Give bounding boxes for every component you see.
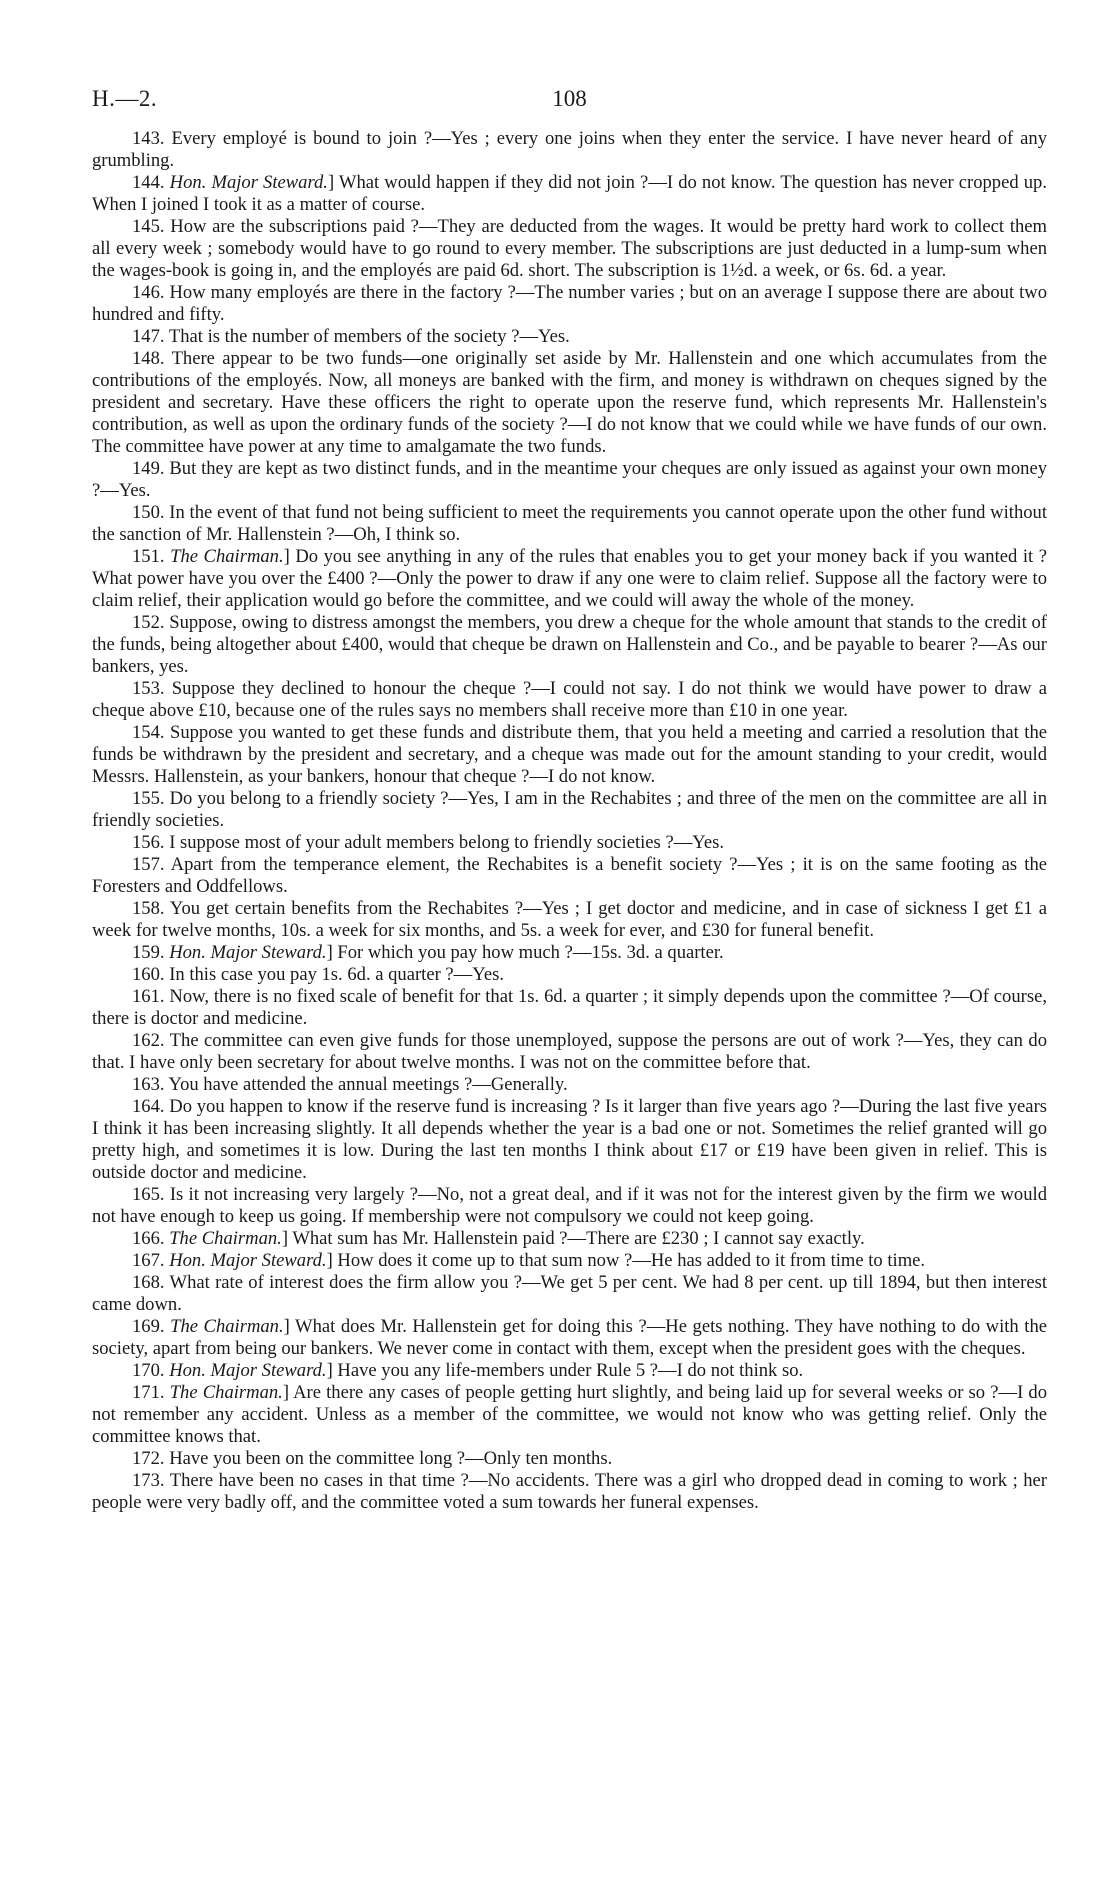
question-number: 169. — [132, 1316, 165, 1337]
transcript-paragraph — [92, 722, 1047, 788]
transcript-paragraph — [92, 1250, 1047, 1272]
speaker-name: Hon. Major Steward. — [169, 942, 327, 963]
paragraph-text: 154. Suppose you wanted to get these funds and distribute them, that you held a meeting and carried a resolution that the funds be withdrawn by the president and secretary, and a cheque was made out for the amount standing to your credit, would Messrs. Hallenstein, as your bankers, honour that cheque ?—I do not know. — [92, 722, 1047, 787]
paragraph-text: 149. But they are kept as two distinct funds, and in the meantime your cheques are only issued as against your own money ?—Yes. — [92, 458, 1047, 501]
question-number: 144. — [132, 172, 165, 193]
transcript-paragraph — [92, 788, 1047, 832]
question-number: 166. — [132, 1228, 165, 1249]
transcript-paragraph — [92, 1448, 1047, 1470]
paragraph-text: 152. Suppose, owing to distress amongst the members, you drew a cheque for the whole amount that stands to the credit of the funds, being altogether about £400, would that cheque be drawn on Hallenstein and Co., and be payable to bearer ?—As our bankers, yes. — [92, 612, 1047, 677]
speaker-name: The Chairman. — [170, 546, 284, 567]
paragraph-text: 153. Suppose they declined to honour the cheque ?—I could not say. I do not think we would have power to draw a cheque above £10, because one of the rules says no members shall receive more than £10 in one year. — [92, 678, 1047, 721]
transcript-paragraph — [92, 678, 1047, 722]
paragraph-text: 147. That is the number of members of the society ?—Yes. — [132, 326, 570, 347]
paragraph-text: 160. In this case you pay 1s. 6d. a quarter ?—Yes. — [132, 964, 504, 985]
paragraph-text: 173. There have been no cases in that time ?—No accidents. There was a girl who dropped dead in coming to work ; her people were very badly off, and the committee voted a sum towards her funeral expenses. — [92, 1470, 1047, 1513]
speaker-name: Hon. Major Steward. — [169, 1250, 327, 1271]
paragraph-text: 164. Do you happen to know if the reserve fund is increasing ? Is it larger than five years ago ?—During the last five years I think it has been increasing slightly. It all depends whether the year is a bad one or not. Sometimes the relief granted will go pretty high, and sometimes it is low. During the last ten months I think about £17 or £19 have been given in relief. This is outside doctor and medicine. — [92, 1096, 1047, 1183]
transcript-paragraph — [92, 216, 1047, 282]
speaker-name: Hon. Major Steward. — [169, 172, 328, 193]
transcript-paragraph — [92, 1382, 1047, 1448]
transcript-paragraph — [92, 1184, 1047, 1228]
transcript-paragraph — [92, 942, 1047, 964]
question-number: 170. — [132, 1360, 165, 1381]
transcript-paragraph — [92, 986, 1047, 1030]
paragraph-text: 155. Do you belong to a friendly society ?—Yes, I am in the Rechabites ; and three of the men on the committee are all in friendly societies. — [92, 788, 1047, 831]
paragraph-text: 148. There appear to be two funds—one originally set aside by Mr. Hallenstein and one which accumulates from the contributions of the employés. Now, all moneys are banked with the firm, and money is withdrawn on cheques signed by the president and secretary. Have these officers the right to operate upon the reserve fund, which represents Mr. Hallenstein's contribution, as well as upon the ordinary funds of the society ?—I do not know that we could while we have funds of our own. The committee have power at any time to amalgamate the two funds. — [92, 348, 1047, 457]
parliamentary-paper-reference: H.—2. — [92, 86, 158, 111]
question-number: 151. — [132, 546, 165, 567]
transcript-paragraph — [92, 1360, 1047, 1382]
paragraph-text: 172. Have you been on the committee long ?—Only ten months. — [132, 1448, 613, 1469]
question-number: 171. — [132, 1382, 165, 1403]
page-number: 108 — [552, 86, 587, 111]
speaker-name: The Chairman. — [170, 1316, 284, 1337]
paragraph-text: ] What sum has Mr. Hallenstein paid ?—There are £230 ; I cannot say exactly. — [281, 1228, 865, 1249]
transcript-paragraph — [92, 832, 1047, 854]
document-body — [92, 128, 1047, 1514]
transcript-paragraph — [92, 1470, 1047, 1514]
paragraph-text: 143. Every employé is bound to join ?—Yes ; every one joins when they enter the service. I have never heard of any grumbling. — [92, 128, 1047, 171]
transcript-paragraph — [92, 1096, 1047, 1184]
question-number: 159. — [132, 942, 165, 963]
paragraph-text: 156. I suppose most of your adult members belong to friendly societies ?—Yes. — [132, 832, 724, 853]
paragraph-text: 158. You get certain benefits from the Rechabites ?—Yes ; I get doctor and medicine, and in case of sickness I get £1 a week for twelve months, 10s. a week for six months, and 5s. a week for ever, and £30 for funeral benefit. — [92, 898, 1047, 941]
transcript-paragraph — [92, 1074, 1047, 1096]
paragraph-text: ] For which you pay how much ?—15s. 3d. a quarter. — [326, 942, 724, 963]
document-page — [92, 86, 1047, 1514]
paragraph-text: 162. The committee can even give funds for those unemployed, suppose the persons are out of work ?—Yes, they can do that. I have only been secretary for about twelve months. I was not on the committee before that. — [92, 1030, 1047, 1073]
transcript-paragraph — [92, 282, 1047, 326]
transcript-paragraph — [92, 1030, 1047, 1074]
transcript-paragraph — [92, 546, 1047, 612]
transcript-paragraph — [92, 854, 1047, 898]
paragraph-text: 146. How many employés are there in the factory ?—The number varies ; but on an average I suppose there are about two hundred and fifty. — [92, 282, 1047, 325]
transcript-paragraph — [92, 458, 1047, 502]
transcript-paragraph — [92, 1228, 1047, 1250]
paragraph-text: ] Have you any life-members under Rule 5 ?—I do not think so. — [326, 1360, 804, 1381]
transcript-paragraph — [92, 502, 1047, 546]
paragraph-text: 161. Now, there is no fixed scale of benefit for that 1s. 6d. a quarter ; it simply depends upon the committee ?—Of course, there is doctor and medicine. — [92, 986, 1047, 1029]
paragraph-text: ] How does it come up to that sum now ?—He has added to it from time to time. — [326, 1250, 926, 1271]
transcript-paragraph — [92, 1316, 1047, 1360]
transcript-paragraph — [92, 172, 1047, 216]
paragraph-text: ] Are there any cases of people getting hurt slightly, and being laid up for several weeks or so ?—I do not remember any accident. Unless as a member of the committee, we would not know who was getting relief. Only the committee knows that. — [92, 1382, 1047, 1447]
transcript-paragraph — [92, 128, 1047, 172]
question-number: 167. — [132, 1250, 165, 1271]
paragraph-text: 168. What rate of interest does the firm allow you ?—We get 5 per cent. We had 8 per cent. up till 1894, but then interest came down. — [92, 1272, 1047, 1315]
transcript-paragraph — [92, 964, 1047, 986]
transcript-paragraph — [92, 348, 1047, 458]
transcript-paragraph — [92, 326, 1047, 348]
speaker-name: The Chairman. — [169, 1382, 283, 1403]
speaker-name: The Chairman. — [169, 1228, 282, 1249]
transcript-paragraph — [92, 898, 1047, 942]
paragraph-text: 165. Is it not increasing very largely ?—No, not a great deal, and if it was not for the interest given by the firm we would not have enough to keep us going. If membership were not compulsory we could not keep going. — [92, 1184, 1047, 1227]
page-header — [92, 86, 1047, 126]
paragraph-text: 163. You have attended the annual meetings ?—Generally. — [132, 1074, 568, 1095]
transcript-paragraph — [92, 1272, 1047, 1316]
speaker-name: Hon. Major Steward. — [169, 1360, 327, 1381]
paragraph-text: ] What would happen if they did not join ?—I do not know. The question has never cropped up. When I joined I took it as a matter of course. — [92, 172, 1047, 215]
paragraph-text: 157. Apart from the temperance element, the Rechabites is a benefit society ?—Yes ; it is on the same footing as the Foresters and Oddfellows. — [92, 854, 1047, 897]
paragraph-text: ] What does Mr. Hallenstein get for doing this ?—He gets nothing. They have nothing to do with the society, apart from being our bankers. We never come in contact with them, except when the president goes with the cheques. — [92, 1316, 1047, 1359]
paragraph-text: ] Do you see anything in any of the rules that enables you to get your money back if you wanted it ? What power have you over the £400 ?—Only the power to draw if any one were to claim relief. Suppose all the factory were to claim relief, their application would go before the committee, and we could will away the whole of the money. — [92, 546, 1048, 611]
transcript-paragraph — [92, 612, 1047, 678]
paragraph-text: 145. How are the subscriptions paid ?—They are deducted from the wages. It would be pretty hard work to collect them all every week ; somebody would have to go round to every member. The subscriptions are just deducted in a lump-sum when the wages-book is going in, and the employés are paid 6d. short. The subscription is 1½d. a week, or 6s. 6d. a year. — [92, 216, 1047, 281]
paragraph-text: 150. In the event of that fund not being sufficient to meet the requirements you cannot operate upon the other fund without the sanction of Mr. Hallenstein ?—Oh, I think so. — [92, 502, 1047, 545]
